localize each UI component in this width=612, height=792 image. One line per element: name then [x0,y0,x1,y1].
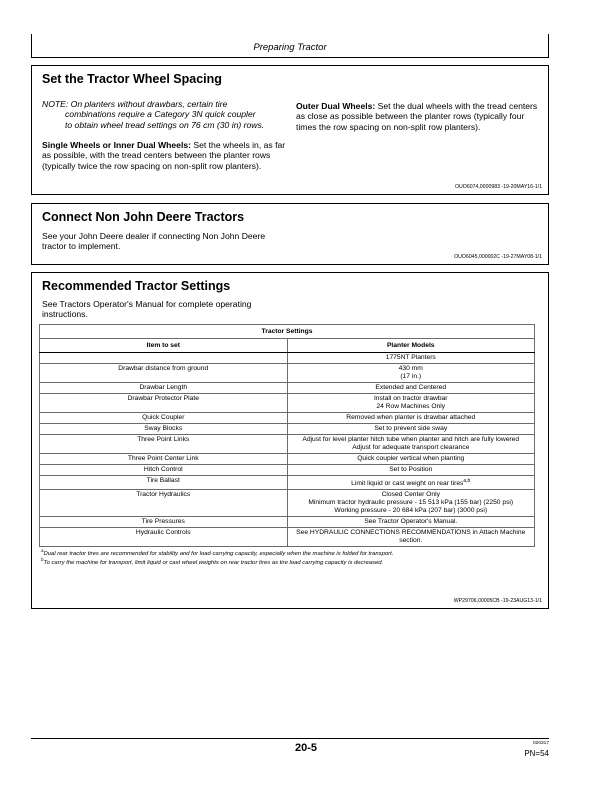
footnote-b [41,557,383,566]
setting-value-text: Minimum tractor hydraulic pressure - 15 513 kPa (155 bar) (2250 psi) [308,499,514,507]
footnote-a-mark: a [41,548,44,553]
page-number: 20-5 [294,742,318,754]
table-row [40,476,535,490]
recommended-ref: WP29706,00005CB -19-23AUG13-1/1 [453,598,542,604]
setting-value-line [290,491,533,499]
setting-value-line [290,466,533,474]
footer-rule [31,738,549,739]
setting-value-text: See HYDRAULIC CONNECTIONS RECOMMENDATIONS in Attach Machine section. [296,529,526,545]
table-row [40,383,535,394]
footnote-b-mark: b [41,557,44,562]
outer-dual-text: Set the dual wheels with the tread centers as close as possible between the planter rows (typically four times the row spacing on non-split row planters). [296,101,538,132]
table-row [40,353,535,364]
setting-value [287,353,535,364]
setting-value [287,413,535,424]
setting-item: Drawbar distance from ground [40,364,288,383]
setting-value-line [290,354,533,362]
running-head-title: Preparing Tractor [253,42,327,53]
single-wheels-heading: Single Wheels or Inner Dual Wheels: [42,140,191,150]
setting-value-text: 430 mm [398,365,423,372]
setting-value-line [290,414,533,422]
setting-item: Tire Ballast [40,476,288,490]
setting-value-line [290,455,533,463]
footer-code: 020317 [532,741,549,746]
setting-value-line [290,436,533,444]
setting-value [287,383,535,394]
setting-value-text: 24 Row Machines Only [376,403,446,410]
setting-value-line [290,373,533,381]
wheel-spacing-note [42,99,297,130]
setting-value-line [290,365,533,373]
connect-text: See your John Deere dealer if connecting Non John Deere tractor to implement. [42,231,266,252]
setting-value-line [290,444,533,452]
note-line-2: combinations require a Category 3N quick coupler [65,109,256,120]
setting-item: Hitch Control [40,465,288,476]
setting-value-text: Working pressure - 20 684 kPa (207 bar) (3000 psi) [334,507,488,515]
recommended-text: See Tractors Operator's Manual for complete operating instructions. [42,299,252,320]
setting-value-text: Extended and Centered [375,384,447,391]
setting-value-text: Removed when planter is drawbar attached [346,414,476,421]
setting-item: Quick Coupler [40,413,288,424]
setting-value-text: 1775NT Planters [385,354,436,361]
setting-value [287,476,535,490]
setting-value [287,465,535,476]
setting-value-line [290,384,533,392]
footnote-a-text: Dual rear tractor tires are recommended for stability and for load carrying capacity, especially when the machine is folded for transport. [43,550,394,557]
table-row [40,394,535,413]
setting-item: Drawbar Length [40,383,288,394]
footnote-a [41,548,393,557]
setting-value [287,435,535,454]
column-header-item: Item to set [40,339,288,353]
setting-value-line [290,518,533,526]
connect-ref: OUO6045,000002C -19-27MAY08-1/1 [454,254,542,260]
setting-value-text: Install on tractor drawbar [373,395,448,402]
setting-value [287,490,535,517]
outer-dual-paragraph [296,101,541,132]
tractor-settings-table [39,324,535,547]
table-row [40,435,535,454]
table-row [40,454,535,465]
running-head [31,34,549,58]
setting-value-text: Limit liquid or cast weight on rear tires [351,480,464,488]
table-row [40,517,535,528]
setting-value-text: Adjust for adequate transport clearance [352,444,470,451]
setting-value-text: (17 in.) [400,373,422,380]
setting-value-line [290,507,533,515]
setting-value [287,364,535,383]
single-wheels-text: Set the wheels in, as far as possible, with the tread centers between the planter rows (typically twice the row spacing on non-split row planters). [42,140,286,171]
setting-value-text: Quick coupler vertical when planting [357,455,465,462]
setting-item: Three Point Center Link [40,454,288,465]
setting-value-text: Closed Center Only [381,491,440,499]
footer-pn: PN=54 [524,749,549,758]
outer-dual-heading: Outer Dual Wheels: [296,101,376,111]
setting-value [287,394,535,413]
setting-item: Three Point Links [40,435,288,454]
single-wheels-paragraph [42,140,287,171]
setting-value-text: Set to prevent side sway [374,425,448,432]
setting-value-line [290,477,533,488]
note-line-1: NOTE: On planters without drawbars, certain tire [42,99,228,109]
connect-title: Connect Non John Deere Tractors [42,210,245,224]
setting-value-text: Set to Position [389,466,433,473]
setting-value [287,424,535,435]
table-row [40,490,535,517]
footnote-b-text: To carry the machine for transport, limit liquid or cast wheel weights on rear tractor tires as tire load carrying capacity is decreased. [43,559,384,566]
wheel-spacing-title: Set the Tractor Wheel Spacing [42,72,222,86]
setting-value-line [290,529,533,545]
setting-value [287,517,535,528]
setting-value-text: See Tractor Operator's Manual. [364,518,458,526]
setting-value-line [290,403,533,411]
wheel-spacing-ref: OUO6074,0000983 -19-20MAY16-1/1 [455,184,542,190]
wheel-spacing-section [31,65,549,195]
table-row [40,364,535,383]
setting-item: Drawbar Protector Plate [40,394,288,413]
setting-item: Hydraulic Controls [40,528,288,547]
setting-item: Tire Pressures [40,517,288,528]
footnote-reference: a,b [463,478,471,484]
setting-value [287,454,535,465]
note-line-3: to obtain wheel tread settings on 76 cm (30 in) rows. [65,119,265,130]
setting-item [40,353,288,364]
table-row [40,413,535,424]
table-row [40,528,535,547]
table-row [40,424,535,435]
setting-value [287,528,535,547]
setting-item: Sway Blocks [40,424,288,435]
connect-section [31,203,549,265]
setting-value-text: Adjust for level planter hitch tube when planter and hitch are fully lowered [302,436,520,443]
recommended-title: Recommended Tractor Settings [42,279,231,293]
setting-value-line [290,499,533,507]
column-header-planter: Planter Models [287,339,535,353]
setting-value-line [290,425,533,433]
table-row [40,465,535,476]
setting-value-line [290,395,533,403]
table-title: Tractor Settings [40,325,535,339]
setting-item: Tractor Hydraulics [40,490,288,517]
